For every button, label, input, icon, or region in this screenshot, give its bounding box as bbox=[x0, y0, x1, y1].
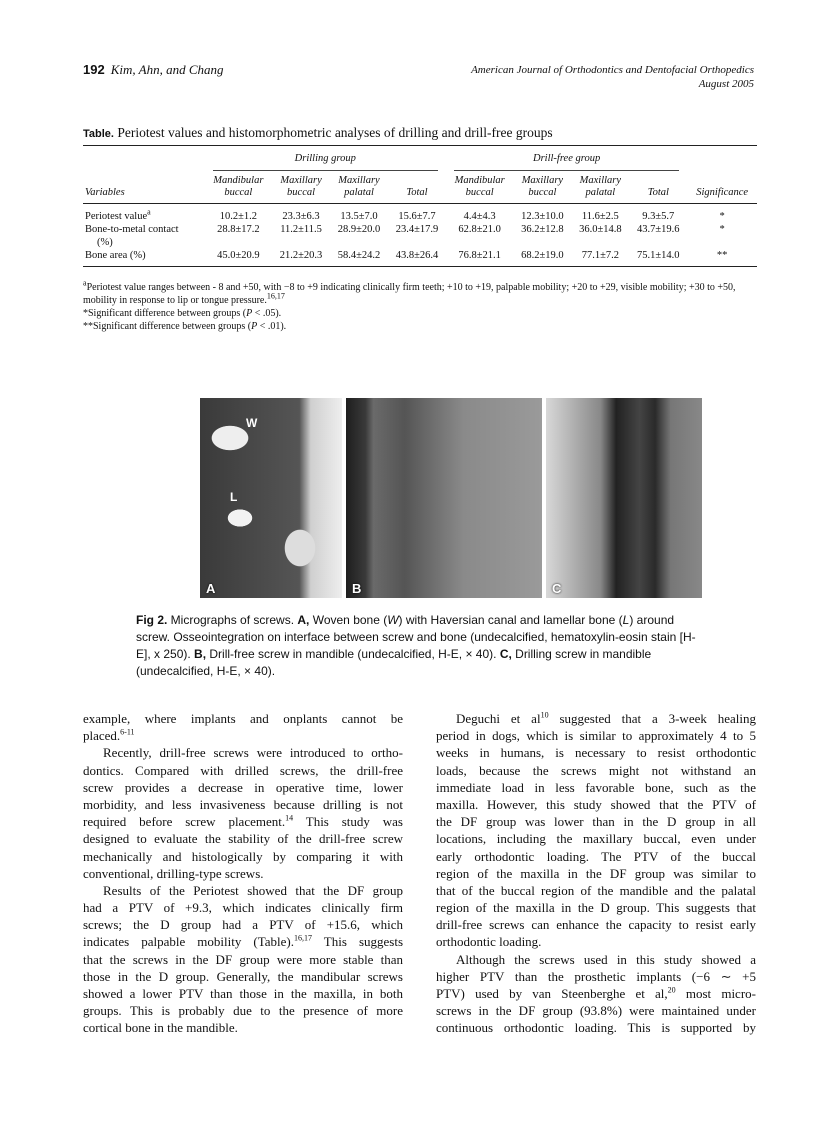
micrograph-a bbox=[200, 398, 342, 598]
group-header-drilling: Drilling group bbox=[205, 146, 446, 176]
panel-label-a: A bbox=[206, 581, 216, 596]
journal-name: American Journal of Orthodontics and Dentofacial Orthopedics bbox=[471, 64, 754, 76]
table-row bbox=[83, 204, 757, 224]
table-row bbox=[83, 249, 757, 267]
text-line: maxilla. However, this study showed that the PTV of bbox=[436, 796, 756, 812]
text-line: groups. This is probably due to the presence of more bbox=[83, 1003, 403, 1019]
text-line: Recently, drill-free screws were introduced to ortho- bbox=[103, 745, 403, 761]
column-header: Significance bbox=[687, 175, 757, 204]
text-line: screw provides a decrease in operative time, lower bbox=[83, 779, 403, 795]
table-title bbox=[83, 125, 553, 141]
column-header: Mandibular buccal bbox=[205, 175, 272, 204]
group-header-drill-free: Drill-free group bbox=[446, 146, 687, 176]
column-header: Total bbox=[388, 175, 446, 204]
table-cell: 36.0±14.8 bbox=[579, 224, 622, 235]
table-cell: 77.1±7.2 bbox=[581, 250, 619, 261]
panel-label-b: B bbox=[352, 581, 362, 596]
table-title-text: Periotest values and histomorphometric analyses of drilling and drill-free groups bbox=[117, 125, 553, 140]
text-line: placed.$^{6-11}$ bbox=[83, 727, 135, 744]
running-header-left bbox=[83, 62, 224, 78]
text-line: mechanically and histologically by comparing it with bbox=[83, 848, 403, 864]
micrograph-b bbox=[346, 398, 542, 598]
table-cell: 58.4±24.2 bbox=[337, 250, 381, 261]
table-cell: 21.2±20.3 bbox=[279, 250, 323, 261]
panel-label-c: C bbox=[552, 581, 562, 596]
table-row bbox=[83, 223, 757, 236]
body-column-right bbox=[436, 710, 756, 1037]
text-line: conventional, drilling-type screws. bbox=[83, 865, 264, 881]
table-cell: 28.8±17.2 bbox=[217, 224, 260, 235]
table-cell: 28.9±20.0 bbox=[337, 224, 381, 235]
table-cell: * bbox=[719, 224, 725, 235]
text-line: indicates palpable mobility (Table).$^{16,17}$ This suggests bbox=[83, 934, 404, 950]
text-line: those in the D group. Generally, the mandibular screws bbox=[83, 968, 403, 984]
text-line: loads, because the screws might not withstand an bbox=[436, 762, 756, 778]
text-line: had a PTV of +9.3, which indicates clinically firm bbox=[83, 900, 403, 916]
authors: Kim, Ahn, and Chang bbox=[110, 62, 224, 77]
lamellar-bone-mark: L bbox=[230, 490, 238, 504]
column-header: Variables bbox=[83, 175, 205, 204]
text-line: early orthodontic loading. The PTV of the buccal bbox=[436, 848, 756, 864]
text-line: that of the buccal region of the mandible and the palatal bbox=[436, 882, 756, 898]
text-line: weeks in humans, is necessary to resist orthodontic bbox=[436, 745, 756, 761]
page-number: 192 bbox=[83, 62, 105, 77]
text-line: orthodontic loading. bbox=[436, 934, 542, 950]
row-label-continued: (%) bbox=[97, 237, 113, 248]
micrograph-c bbox=[546, 398, 702, 598]
column-header: Mandibular buccal bbox=[446, 175, 513, 204]
text-line: Although the screws used in this study showed a bbox=[456, 951, 756, 967]
table-footnotes bbox=[83, 278, 757, 333]
text-line: drill-free screws can enhance the capacity to resist early bbox=[436, 917, 756, 933]
column-header: Total bbox=[629, 175, 687, 204]
text-line: Results of the Periotest showed that the DF group bbox=[103, 882, 403, 898]
body-column-left bbox=[83, 710, 403, 1037]
text-line: screws; the D group had a PTV of +15.6, which bbox=[83, 917, 403, 933]
running-header-right bbox=[471, 63, 754, 91]
table-cell: 76.8±21.1 bbox=[458, 250, 501, 261]
results-table bbox=[83, 145, 757, 267]
woven-bone-mark: W bbox=[246, 416, 258, 430]
table-cell: 75.1±14.0 bbox=[637, 250, 680, 261]
text-line: period in dogs, which is similar to approximately 4 to 5 bbox=[436, 728, 756, 744]
footnote: **Significant difference between groups (P < .01). bbox=[83, 321, 287, 332]
table-label: Table. bbox=[83, 128, 114, 140]
text-line: that the screws in the DF group were more stable than bbox=[83, 951, 403, 967]
footnote: *Significant difference between groups (P < .05). bbox=[83, 308, 282, 319]
text-line: cortical bone in the mandible. bbox=[83, 1020, 238, 1036]
text-line: region of the maxilla in the DF group was similar to bbox=[436, 865, 756, 881]
text-line: PTV) used by van Steenberghe et al,$^{20}$ most micro- bbox=[436, 985, 756, 1001]
table-cell: * bbox=[719, 211, 725, 222]
text-line: higher PTV than the prosthetic implants (−6 ∼ +5 bbox=[436, 968, 756, 984]
table-cell: 10.2±1.2 bbox=[219, 211, 257, 222]
table-cell: 68.2±19.0 bbox=[521, 250, 564, 261]
micrograph-figure bbox=[200, 398, 702, 598]
text-line: the DF group was lower than in the D group in all bbox=[436, 814, 756, 830]
table-cell: 62.8±21.0 bbox=[458, 224, 501, 235]
table-cell: 9.3±5.7 bbox=[642, 211, 675, 222]
table-cell: 36.2±12.8 bbox=[521, 224, 564, 235]
text-line: designed to evaluate the stability of the drill-free screw bbox=[83, 831, 403, 847]
text-line: screws in the DF group (93.8%) were maintained under bbox=[436, 1003, 756, 1019]
row-label: Periotest value$^a$ bbox=[85, 207, 151, 222]
footnote: $^a$Periotest value ranges between - 8 and +50, with −8 to +9 indicating clinically firm teeth; +10 to +19, palpable mobility; +20 to +29, visible mobility; +30 to +50, mobility in response to lip or tongue pressure.$^{16,17}$ bbox=[83, 278, 736, 306]
text-line: example, where implants and onplants cannot be bbox=[83, 711, 403, 726]
row-label: Bone-to-metal contact bbox=[85, 224, 179, 235]
table-cell: 43.8±26.4 bbox=[395, 250, 439, 261]
text-line: continuous orthodontic loading. This is supported by bbox=[436, 1020, 756, 1036]
table-cell: 12.3±10.0 bbox=[521, 211, 564, 222]
table-cell: 13.5±7.0 bbox=[340, 211, 378, 222]
text-line: immediate load in less favorable bone, such as the bbox=[436, 779, 756, 795]
table-cell: 43.7±19.6 bbox=[637, 224, 680, 235]
table-cell: 15.6±7.7 bbox=[398, 211, 436, 222]
column-header: Maxillary buccal bbox=[513, 175, 571, 204]
text-line: dontics. Compared with drilled screws, the drill-free bbox=[83, 762, 403, 778]
text-line: showed a lower PTV than those in the maxilla, in both bbox=[83, 986, 403, 1001]
text-line: Deguchi et $al^{10}$ suggested that a 3-week healing bbox=[456, 710, 756, 726]
column-header: Maxillary palatal bbox=[330, 175, 388, 204]
row-label: Bone area (%) bbox=[85, 250, 146, 261]
table-cell: 11.2±11.5 bbox=[280, 224, 322, 235]
text-line: required before screw placement.$^{14}$ This study was bbox=[83, 813, 403, 830]
table-cell: ** bbox=[716, 250, 728, 261]
column-header: Maxillary buccal bbox=[272, 175, 330, 204]
table-cell: 23.3±6.3 bbox=[282, 211, 320, 222]
table-cell: 23.4±17.9 bbox=[395, 224, 439, 235]
table-cell: 4.4±4.3 bbox=[463, 211, 496, 222]
text-line: morbidity, and less invasiveness because drilling is not bbox=[83, 796, 403, 812]
column-header: Maxillary palatal bbox=[571, 175, 629, 204]
table-cell: 45.0±20.9 bbox=[217, 250, 260, 261]
text-line: region of the maxilla in the D group. This suggests that bbox=[436, 900, 756, 916]
table-cell: 11.6±2.5 bbox=[581, 211, 619, 222]
issue-date: August 2005 bbox=[698, 78, 754, 90]
text-line: locations, including the maxillary buccal, even under bbox=[436, 831, 756, 847]
figure-caption: Fig 2. Micrographs of screws. A, Woven bone (W) with Haversian canal and lamellar bone (L) around screw. Osseointegration on interface between screw and bone (undecalcified, hematoxylin-eosin stain [H-E], x 250). B, Drill-free screw in mandible (undecalcified, H-E, × 40). C, Drilling screw in mandible (undecalcified, H-E, × 40). bbox=[136, 613, 696, 678]
